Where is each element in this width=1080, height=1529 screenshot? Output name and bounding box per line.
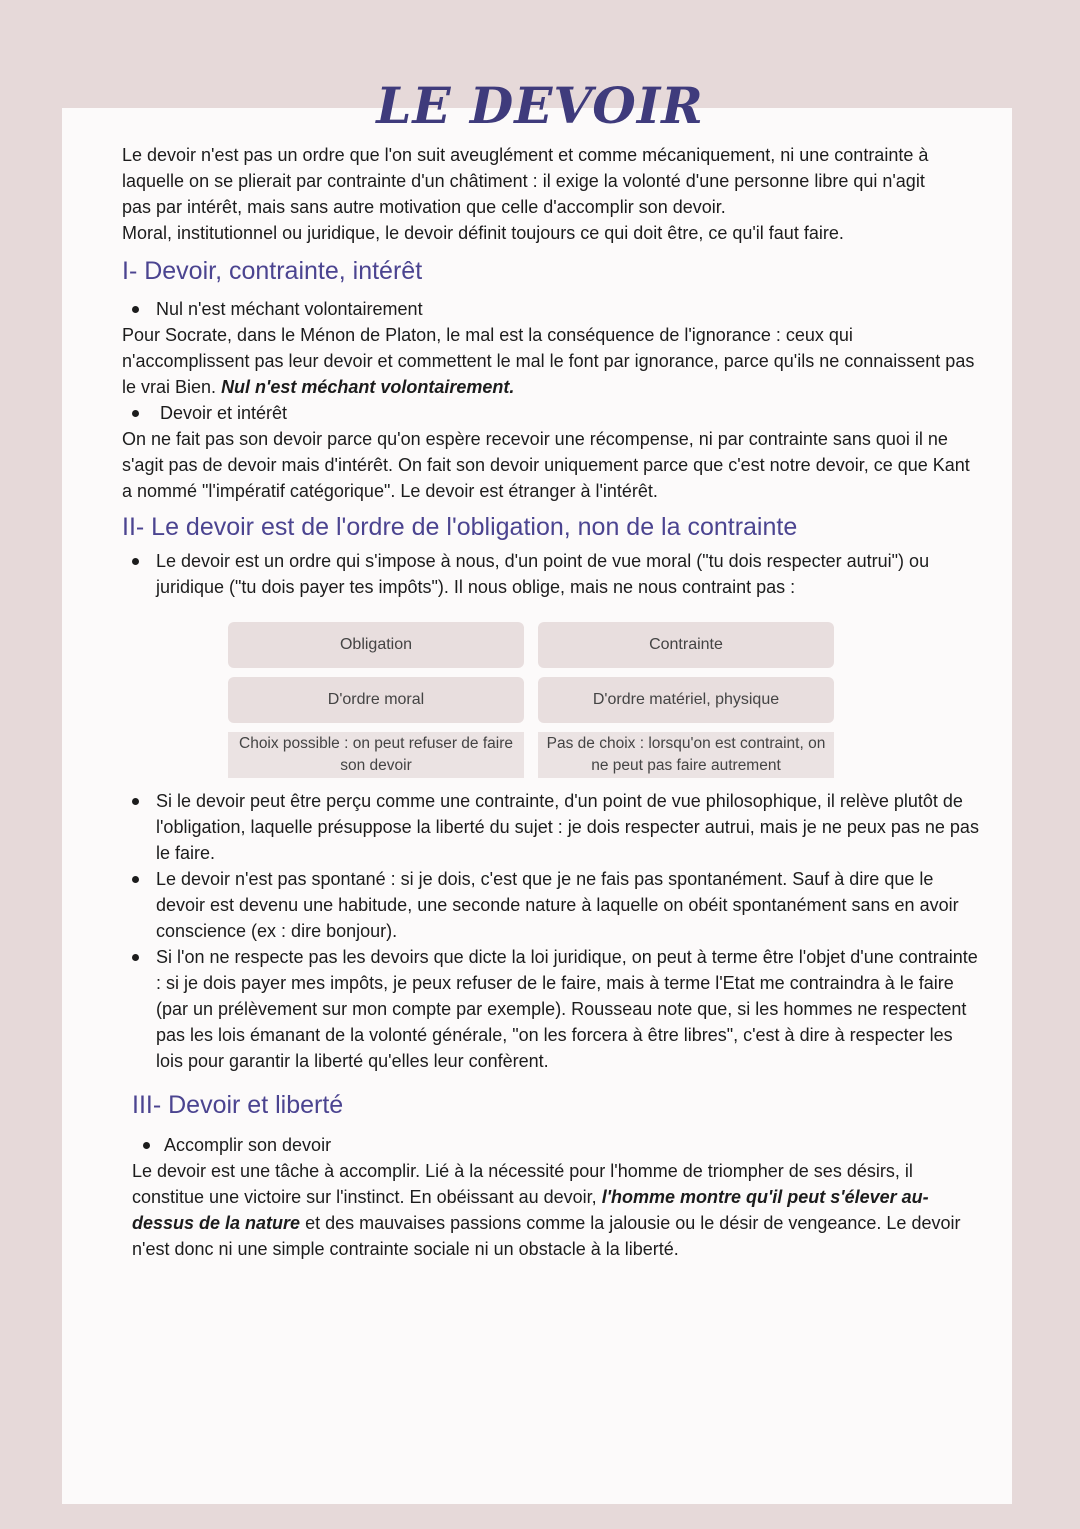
bullet-nul-mechant: Nul n'est méchant volontairement	[122, 296, 982, 322]
section-1-sub-2-text: On ne fait pas son devoir parce qu'on espère recevoir une récompense, ni par contrainte sans quoi il ne s'agit pas de devoir mais d'intérêt. On fait son devoir uniquement parce que c'est notre devoir, ce que Kant a nommé "l'impératif catégorique". Le devoir est étranger à l'intérêt.	[122, 429, 970, 501]
bullet-pas-spontane: Le devoir n'est pas spontané : si je dois, c'est que je ne fais pas spontanément. Sauf à dire que le devoir est devenu une habitude, une seconde nature à laquelle on obéit spontanément sans en avoir conscience (ex : dire bonjour).	[122, 866, 982, 944]
section-3-list	[132, 1132, 982, 1158]
section-1-sub-1-text	[122, 322, 982, 400]
bullet-ordre-impose: Le devoir est un ordre qui s'impose à nous, d'un point de vue moral ("tu dois respecter autrui") ou juridique ("tu dois payer tes impôts"). Il nous oblige, mais ne nous contraint pas :	[122, 548, 982, 600]
section-3-text-before: Le devoir est une tâche à accomplir. Lié à la nécessité pour l'homme de triompher de ses désirs, il constitue une victoire sur l'instinct. En obéissant au devoir,	[132, 1161, 913, 1207]
intro-paragraph-1: Le devoir n'est pas un ordre que l'on suit aveuglément et comme mécaniquement, ni une contrainte à laquelle on se plierait par contrainte d'un châtiment : il exige la volonté d'une personne libre qui n'agit pas par intérêt, mais sans autre motivation que celle d'accomplir son devoir.	[122, 145, 929, 217]
cell-pas-de-choix: Pas de choix : lorsqu'on est contraint, on ne peut pas faire autrement	[538, 732, 834, 778]
socrate-text: Pour Socrate, dans le Ménon de Platon, le mal est la conséquence de l'ignorance : ceux qui n'accomplissent pas leur devoir et commettent le mal le font par ignorance, parce qu'ils ne connaissent pas le vrai Bien.	[122, 325, 975, 397]
cell-obligation: Obligation	[228, 622, 524, 668]
page-title: LE DEVOIR	[376, 76, 704, 135]
cell-contrainte: Contrainte	[538, 622, 834, 668]
comparison-table	[228, 622, 836, 778]
cell-ordre-materiel: D'ordre matériel, physique	[538, 677, 834, 723]
section-2-list-a	[122, 548, 982, 600]
section-3-heading: III- Devoir et liberté	[132, 1091, 344, 1119]
intro	[122, 142, 952, 246]
section-1-heading: I- Devoir, contrainte, intérêt	[122, 257, 423, 285]
socrate-emphasis: Nul n'est méchant volontairement.	[221, 377, 515, 397]
section-3-text	[132, 1158, 982, 1262]
section-2-heading: II- Le devoir est de l'ordre de l'obligation, non de la contrainte	[122, 513, 798, 541]
section-1-sub-1	[122, 296, 982, 322]
cell-ordre-moral: D'ordre moral	[228, 677, 524, 723]
bullet-accomplir-devoir: Accomplir son devoir	[132, 1132, 982, 1158]
section-3-body	[132, 1132, 982, 1262]
cell-choix-possible: Choix possible : on peut refuser de faire son devoir	[228, 732, 524, 778]
bullet-percu-contrainte: Si le devoir peut être perçu comme une contrainte, d'un point de vue philosophique, il relève plutôt de l'obligation, laquelle présuppose la liberté du sujet : je dois respecter autrui, mais je ne peux pas ne pas le faire.	[122, 788, 982, 866]
intro-paragraph-2: Moral, institutionnel ou juridique, le devoir définit toujours ce qui doit être, ce qu'il faut faire.	[122, 223, 844, 243]
section-2-list-b	[122, 788, 982, 1074]
bullet-loi-juridique: Si l'on ne respecte pas les devoirs que dicte la loi juridique, on peut à terme être l'objet d'une contrainte : si je dois payer mes impôts, je peux refuser de le faire, mais à terme l'Etat me contraindra à le faire (par un prélèvement sur mon compte par exemple). Rousseau note que, si les hommes ne respectent pas les lois émanant de la volonté générale, "on les forcera à être libres", c'est à dire à respecter les lois pour garantir la liberté qu'elles leur confèrent.	[122, 944, 982, 1074]
section-3-emphasis: l'homme montre qu'il peut s'élever au-dessus de la nature	[132, 1187, 929, 1233]
section-1-sub-2	[122, 400, 982, 426]
section-3-text-after: et des mauvaises passions comme la jalousie ou le désir de vengeance. Le devoir n'est donc ni une simple contrainte sociale ni un obstacle à la liberté.	[132, 1213, 961, 1259]
document-body	[122, 142, 982, 1262]
bullet-devoir-interet: Devoir et intérêt	[122, 400, 982, 426]
